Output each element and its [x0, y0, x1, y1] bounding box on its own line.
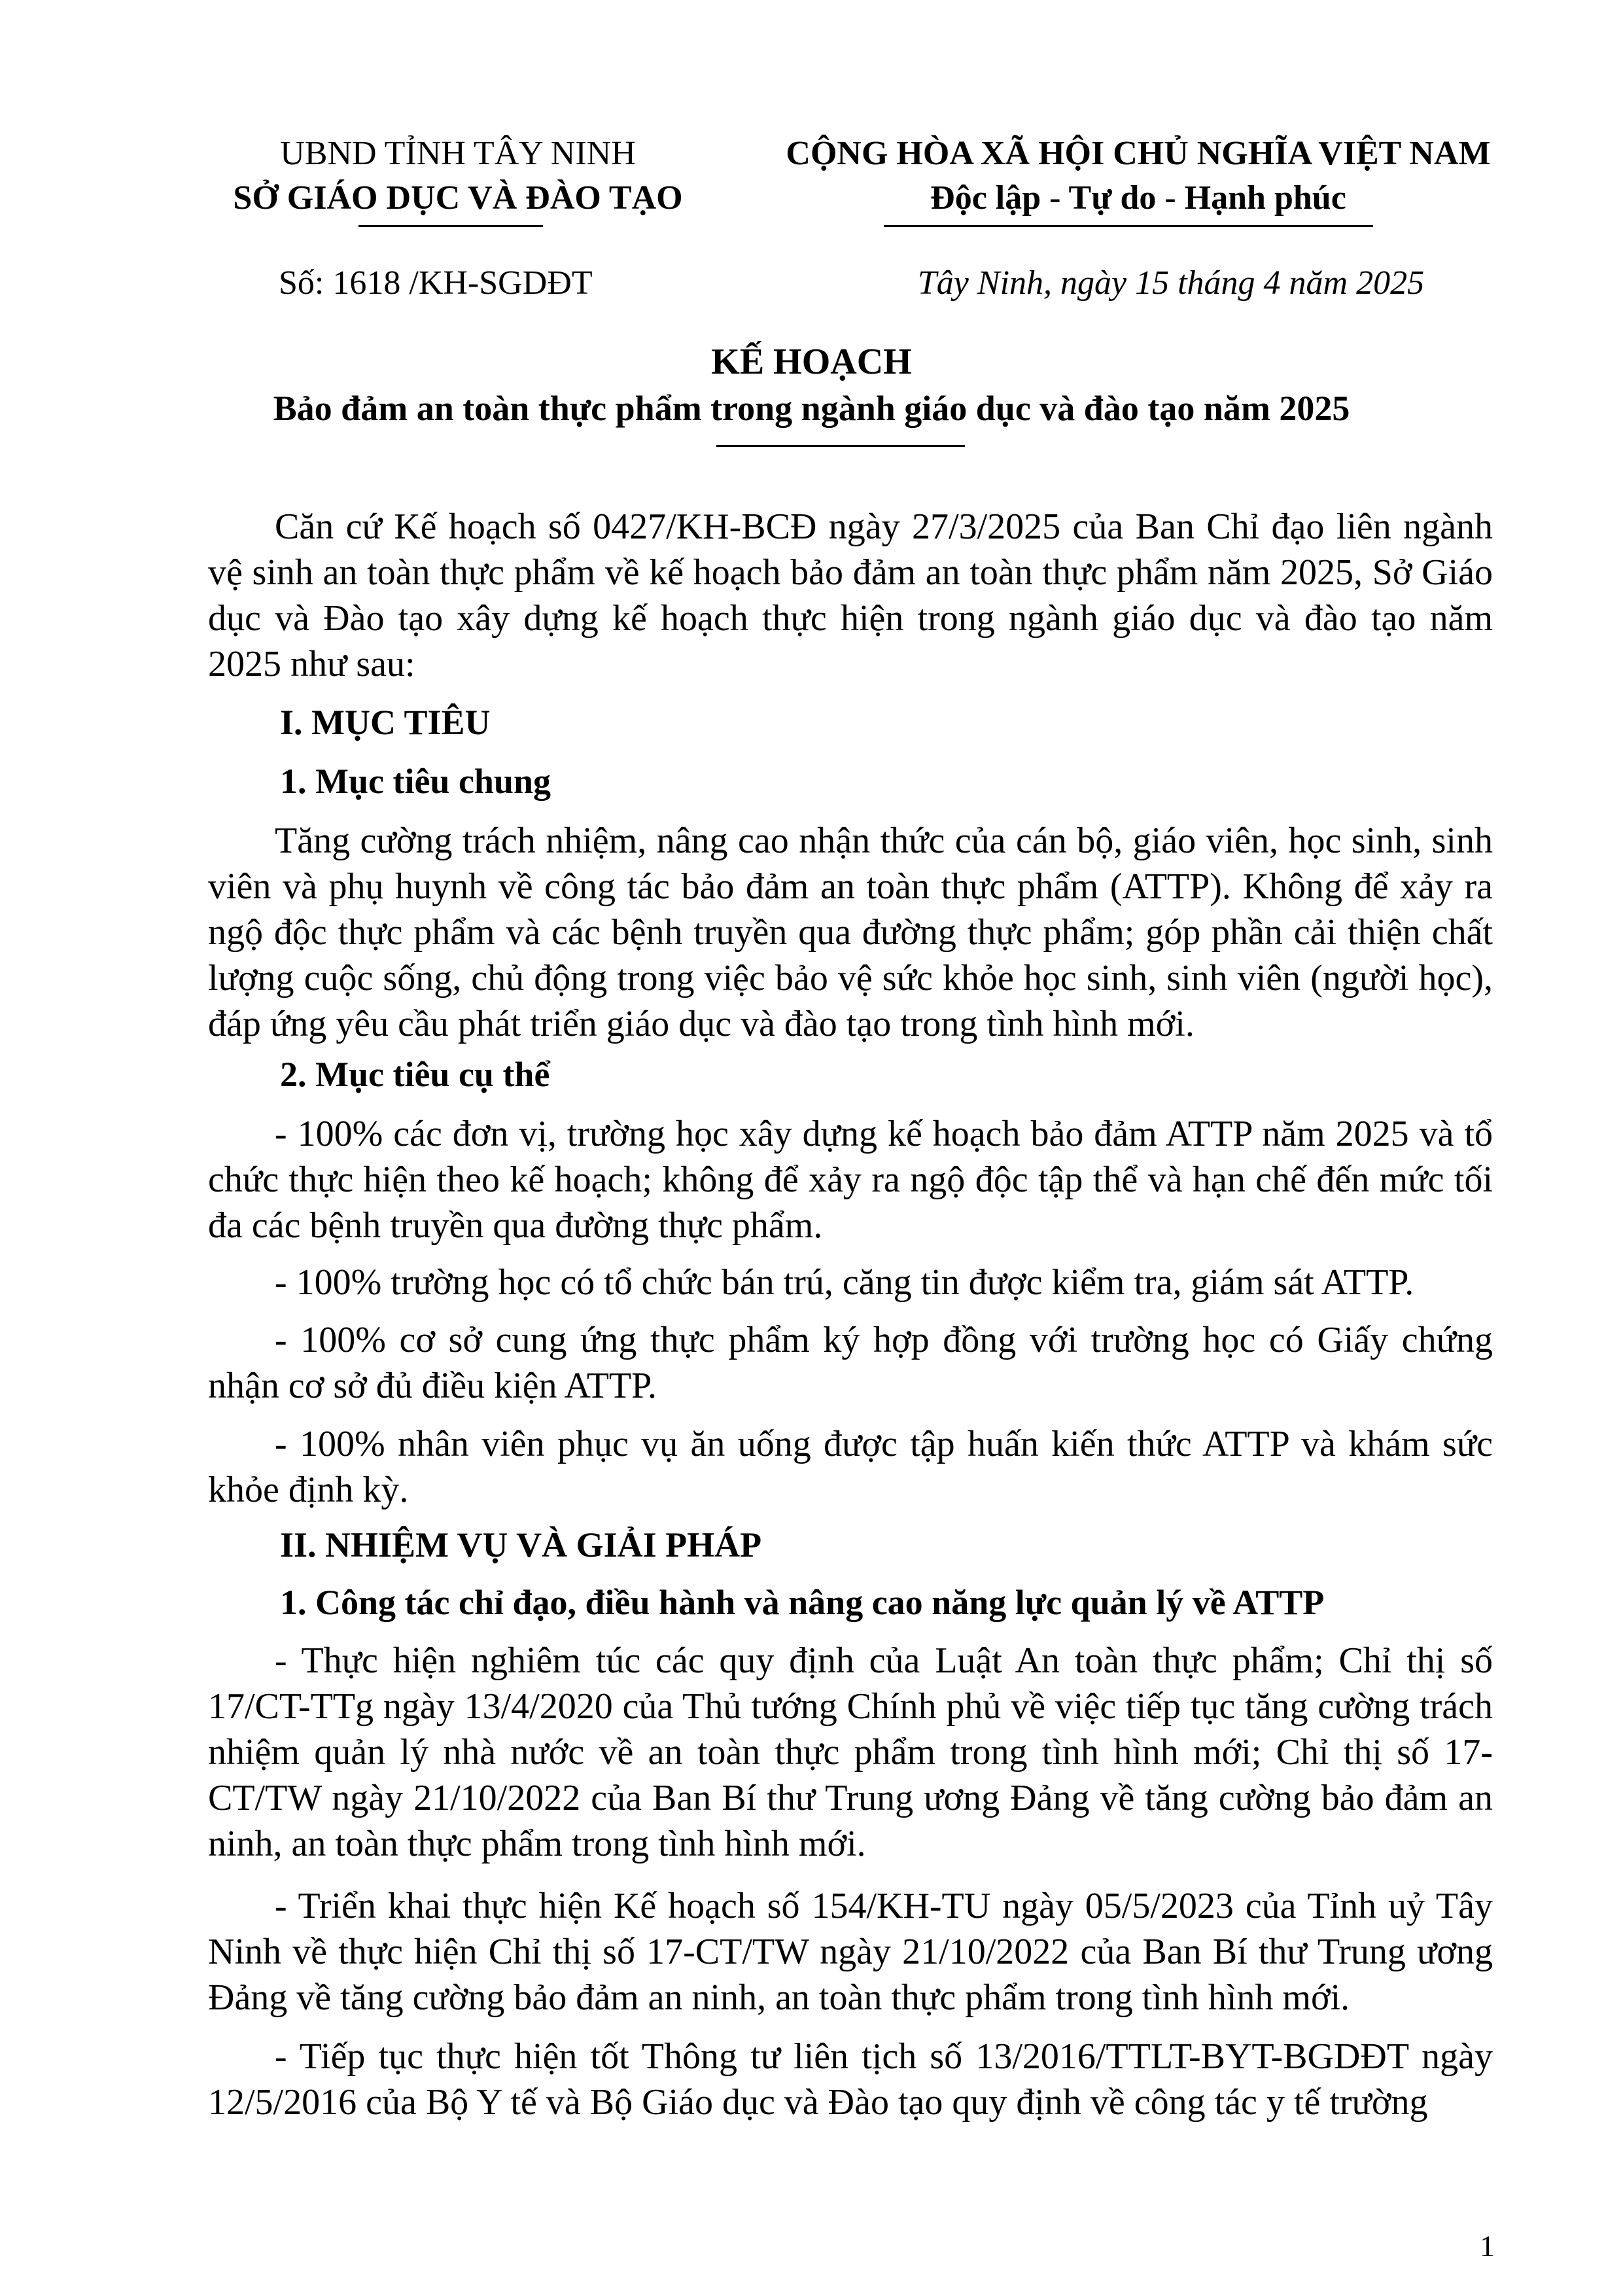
department-name: SỞ GIÁO DỤC VÀ ĐÀO TẠO: [233, 179, 683, 217]
motto-underline: [884, 225, 1373, 227]
subheading-specific-goals: 2. Mục tiêu cụ thể: [280, 1055, 550, 1094]
document-title: KẾ HOẠCH: [711, 342, 912, 382]
section-heading-goals: I. MỤC TIÊU: [280, 703, 491, 742]
section-heading-tasks: II. NHIỆM VỤ VÀ GIẢI PHÁP: [280, 1525, 762, 1564]
task-paragraph-3: - Tiếp tục thực hiện tốt Thông tư liên tịch số 13/2016/TTLT-BYT-BGDĐT ngày 12/5/2016 của Bộ Y tế và Bộ Giáo dục và Đào tạo quy định về công tác y tế trường: [208, 2036, 1493, 2123]
specific-goal-4: - 100% nhân viên phục vụ ăn uống được tập huấn kiến thức ATTP và khám sức khỏe định kỳ.: [208, 1424, 1493, 1510]
national-title: CỘNG HÒA XÃ HỘI CHỦ NGHĨA VIỆT NAM: [786, 135, 1491, 172]
specific-goal-2: - 100% trường học có tổ chức bán trú, căng tin được kiểm tra, giám sát ATTP.: [275, 1262, 1414, 1303]
intro-paragraph: Căn cứ Kế hoạch số 0427/KH-BCĐ ngày 27/3/2025 của Ban Chỉ đạo liên ngành vệ sinh an toàn thực phẩm về kế hoạch bảo đảm an toàn thực phẩm năm 2025, Sở Giáo dục và Đào tạo xây dựng kế hoạch thực hiện trong ngành giáo dục và đào tạo năm 2025 như sau:: [208, 506, 1493, 684]
agency-underline: [358, 225, 543, 227]
task-paragraph-1: - Thực hiện nghiêm túc các quy định của Luật An toàn thực phẩm; Chỉ thị số 17/CT-TTg ngày 13/4/2020 của Thủ tướng Chính phủ về việc tiếp tục tăng cường trách nhiệm quản lý nhà nước về an toàn thực phẩm trong tình hình mới; Chỉ thị số 17-CT/TW ngày 21/10/2022 của Ban Bí thư Trung ương Đảng về tăng cường bảo đảm an ninh, an toàn thực phẩm trong tình hình mới.: [208, 1640, 1493, 1864]
document-subtitle: Bảo đảm an toàn thực phẩm trong ngành giáo dục và đào tạo năm 2025: [273, 389, 1350, 428]
specific-goal-1: - 100% các đơn vị, trường học xây dựng kế hoạch bảo đảm ATTP năm 2025 và tổ chức thực hiện theo kế hoạch; không để xảy ra ngộ độc tập thể và hạn chế đến mức tối đa các bệnh truyền qua đường thực phẩm.: [208, 1114, 1493, 1246]
page-number: 1: [1480, 2229, 1495, 2263]
place-date: Tây Ninh, ngày 15 tháng 4 năm 2025: [917, 264, 1425, 302]
general-goal-paragraph: Tăng cường trách nhiệm, nâng cao nhận thức của cán bộ, giáo viên, học sinh, sinh viên và phụ huynh về công tác bảo đảm an toàn thực phẩm (ATTP). Không để xảy ra ngộ độc thực phẩm và các bệnh truyền qua đường thực phẩm; góp phần cải thiện chất lượng cuộc sống, chủ động trong việc bảo vệ sức khỏe học sinh, sinh viên (người học), đáp ứng yêu cầu phát triển giáo dục và đào tạo trong tình hình mới.: [208, 821, 1493, 1044]
task-paragraph-2: - Triển khai thực hiện Kế hoạch số 154/KH-TU ngày 05/5/2023 của Tỉnh uỷ Tây Ninh về thực hiện Chỉ thị số 17-CT/TW ngày 21/10/2022 của Ban Bí thư Trung ương Đảng về tăng cường bảo đảm an ninh, an toàn thực phẩm trong tình hình mới.: [208, 1886, 1493, 2018]
document-number: Số: 1618 /KH-SGDĐT: [279, 264, 593, 302]
national-motto: Độc lập - Tự do - Hạnh phúc: [930, 179, 1346, 217]
specific-goal-3: - 100% cơ sở cung ứng thực phẩm ký hợp đồng với trường học có Giấy chứng nhận cơ sở đủ điều kiện ATTP.: [208, 1320, 1493, 1406]
title-underline: [716, 445, 965, 447]
agency-name: UBND TỈNH TÂY NINH: [280, 135, 636, 172]
subheading-direction: 1. Công tác chỉ đạo, điều hành và nâng cao năng lực quản lý về ATTP: [280, 1583, 1325, 1622]
subheading-general-goal: 1. Mục tiêu chung: [280, 762, 551, 801]
